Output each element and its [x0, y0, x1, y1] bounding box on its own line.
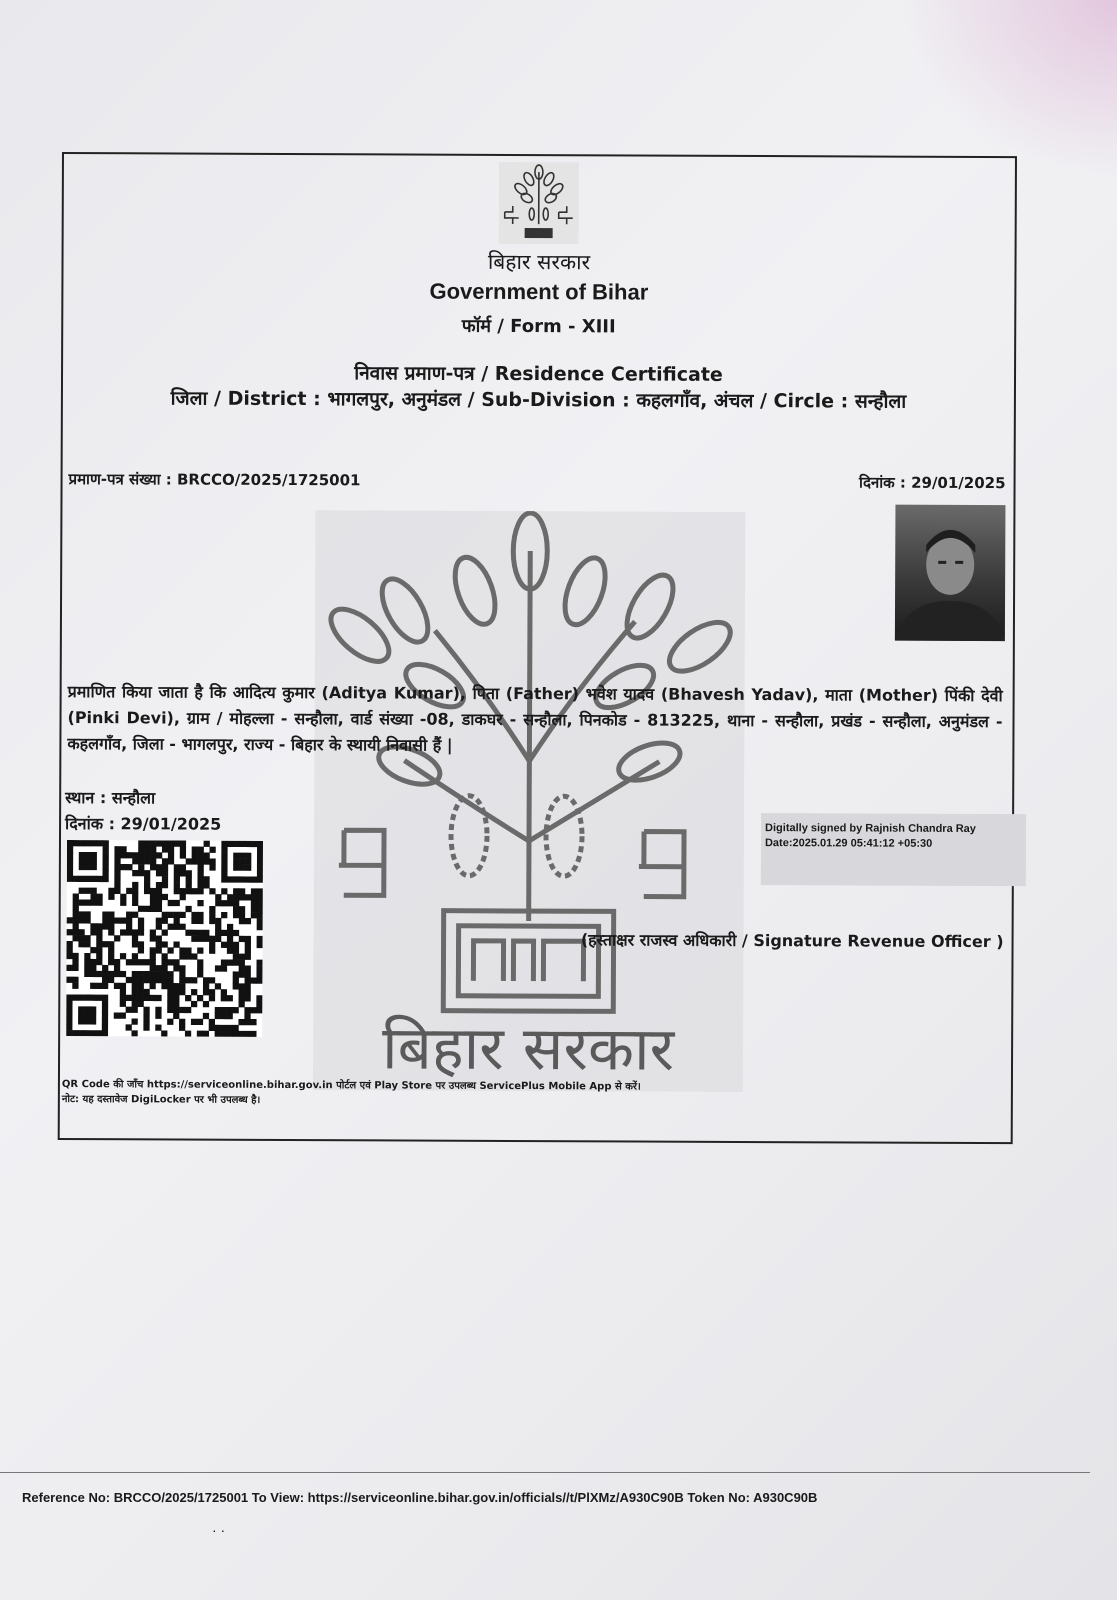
- footer-divider: [0, 1472, 1090, 1473]
- digital-signature-date: Date:2025.01.29 05:41:12 +05:30: [764, 837, 933, 850]
- stray-marks: · ·: [212, 1522, 226, 1538]
- emblem-watermark-icon: [313, 510, 746, 1092]
- qr-code-icon: [66, 840, 263, 1037]
- digilocker-note: नोट: यह दस्तावेज DigiLocker पर भी उपलब्ध है।: [61, 1094, 261, 1106]
- digital-signature-signer: Digitally signed by Rajnish Chandra Ray: [765, 822, 976, 835]
- certificate-number: प्रमाण-पत्र संख्या : BRCCO/2025/1725001: [68, 470, 361, 490]
- issue-place: स्थान : सन्हौला: [65, 788, 156, 808]
- certificate-frame: [58, 152, 1017, 1144]
- page-tint: [897, 0, 1117, 180]
- certificate-date: दिनांक : 29/01/2025: [859, 473, 1006, 493]
- applicant-photo: [895, 505, 1006, 641]
- qr-code-pattern: [66, 840, 263, 1037]
- reference-line: Reference No: BRCCO/2025/1725001 To View: https://serviceonline.bihar.gov.in/officials//t/PlXMz/A930C90B Token No: A930C90B: [22, 1490, 818, 1505]
- signature-label: (हस्ताक्षर राजस्व अधिकारी / Signature Revenue Officer ): [580, 930, 1004, 952]
- certificate-title: निवास प्रमाण-पत्र / Residence Certificate: [354, 362, 723, 386]
- watermark-text: बिहार सरकार: [381, 1013, 675, 1085]
- digital-signature-text: [765, 821, 976, 852]
- certificate-body: प्रमाणित किया जाता है कि आदित्य कुमार (Aditya Kumar), पिता (Father) भवेश यादव (Bhavesh Yadav), माता (Mother) पिंकी देवी (Pinki Devi), ग्राम / मोहल्ला - सन्हौला, वार्ड संख्या -08, डाकघर - सन्हौला, पिनकोड - 813225, थाना - सन्हौला, प्रखंड - सन्हौला, अनुमंडल - कहलगाँव, जिला - भागलपुर, राज्य - बिहार के स्थायी निवासी हैं |: [67, 682, 1003, 755]
- govt-title-hindi: बिहार सरकार: [487, 249, 591, 275]
- qr-verification-note: QR Code की जाँच https://serviceonline.bihar.gov.in पोर्टल एवं Play Store पर उपलब्ध ServicePlus Mobile App से करें।: [61, 1079, 641, 1093]
- form-number: फॉर्म / Form - XIII: [461, 315, 616, 338]
- bihar-emblem-icon: [499, 162, 579, 244]
- location-line: जिला / District : भागलपुर, अनुमंडल / Sub-Division : कहलगाँव, अंचल / Circle : सन्हौला: [170, 387, 907, 413]
- govt-title-english: Government of Bihar: [429, 278, 649, 305]
- issue-date: दिनांक : 29/01/2025: [65, 814, 222, 834]
- person-silhouette-icon: [895, 505, 1006, 641]
